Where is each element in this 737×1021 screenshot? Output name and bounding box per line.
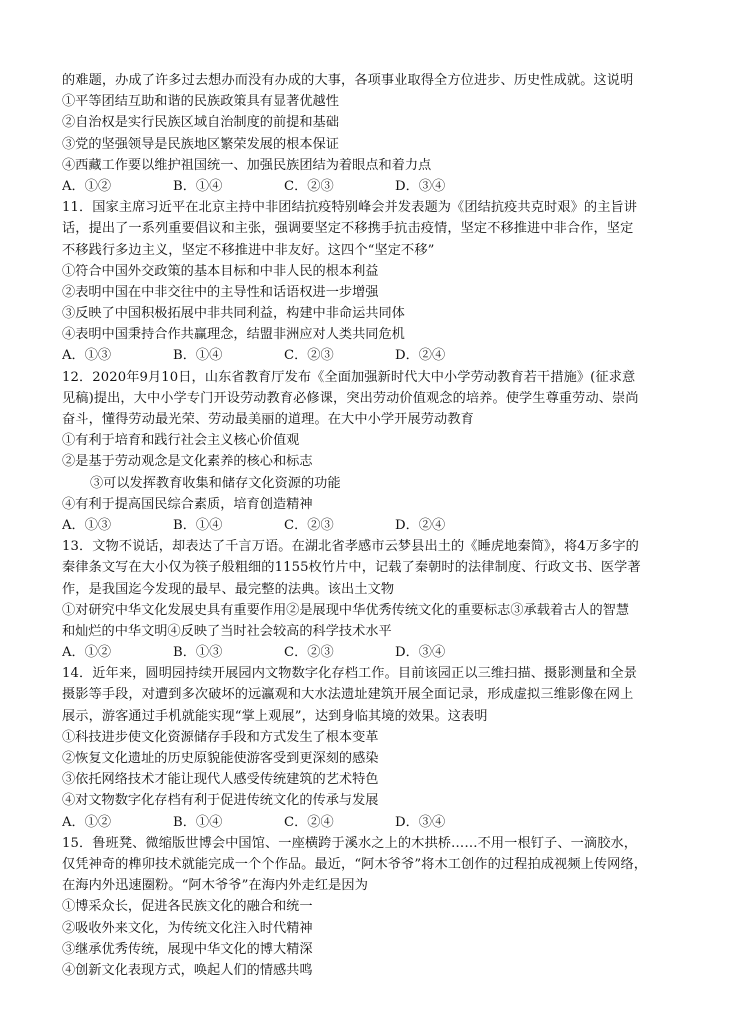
answer-options: [62, 642, 684, 663]
option-c: C．②③: [284, 645, 334, 661]
question-stem-line: 话，提出了一系列重要倡议和主张，强调要坚定不移携手抗击疫情，坚定不移推进中非合作，坚定: [62, 221, 634, 237]
answer-options: [62, 176, 684, 197]
question-stem-line: 仅凭神奇的榫卯技术就能完成一个个作品。最近，“阿木爷爷”将木工创作的过程拍成视频上传网络，: [62, 856, 648, 872]
choice-item-2: ②是基于劳动观念是文化素养的核心和标志: [62, 454, 313, 470]
option-b: B．①④: [173, 178, 223, 194]
choice-items-line: ①对研究中华文化发展史具有重要作用②是展现中华优秀传统文化的重要标志③承载着古人的智慧: [62, 602, 630, 618]
question-15: [62, 833, 684, 981]
question-10: [62, 70, 684, 197]
question-14: [62, 663, 684, 833]
question-stem-line: 摄影等手段，对遭到多次破坏的远瀛观和大水法遗址建筑开展全面记录，形成虚拟三维影像在网上: [62, 687, 634, 703]
exam-page: [62, 70, 684, 981]
question-11: [62, 197, 684, 367]
choice-item-3: ③可以发挥教育收集和储存文化资源的功能: [90, 475, 341, 491]
choice-item-2: ②自治权是实行民族区域自治制度的前提和基础: [62, 115, 339, 131]
question-stem-line: 见稿)提出，大中小学专门开设劳动教育必修课，突出劳动价值观念的培养。使学生尊重劳动、崇尚: [62, 390, 639, 406]
question-stem-line: 15．鲁班凳、微缩版世博会中国馆、一座横跨于溪水之上的木拱桥……不用一根钉子、一滴胶水，: [62, 835, 638, 851]
choice-item-1: ①科技进步使文化资源储存手段和方式发生了根本变革: [62, 729, 379, 745]
option-c: C．②③: [284, 517, 334, 533]
question-stem-line: 13．文物不说话，却表达了千言万语。在湖北省孝感市云梦县出土的《睡虎地秦简》，将4万多字的: [62, 539, 639, 555]
question-stem-line: 秦律条文写在大小仅为筷子般粗细的1155枚竹片中，记载了秦朝时的法律制度、行政文书、医学著: [62, 560, 641, 576]
option-b: B．①④: [173, 517, 223, 533]
question-stem-line: 作，是我国迄今发现的最早、最完整的法典。该出土文物: [62, 581, 395, 597]
option-d: D．③④: [395, 814, 446, 830]
choice-item-2: ②表明中国在中非交往中的主导性和话语权进一步增强: [62, 284, 379, 300]
choice-item-1: ①有利于培育和践行社会主义核心价值观: [62, 433, 300, 449]
option-c: C．②④: [284, 814, 334, 830]
question-stem-line: 不移践行多边主义，坚定不移推进中非友好。这四个“坚定不移”: [62, 242, 435, 258]
question-stem-line: 奋斗，懂得劳动最光荣、劳动最美丽的道理。在大中小学开展劳动教育: [62, 412, 474, 427]
question-stem-line: 展示，游客通过手机就能实现“掌上观展”，达到身临其境的效果。这表明: [62, 708, 488, 724]
option-b: B．①④: [173, 814, 223, 830]
choice-item-4: ④创新文化表现方式，唤起人们的情感共鸣: [62, 962, 313, 978]
option-b: B．①③: [173, 645, 223, 661]
option-d: D．③④: [395, 178, 446, 194]
answer-options: [62, 812, 684, 833]
choice-item-4: ④对文物数字化存档有利于促进传统文化的传承与发展: [62, 793, 379, 809]
choice-item-3: ③依托网络技术才能让现代人感受传统建筑的艺术特色: [62, 772, 379, 788]
option-c: C．②③: [284, 178, 334, 194]
option-a: A．①②: [62, 645, 112, 661]
question-stem-line: 14．近年来，圆明园持续开展园内文物数字化存档工作。目前该园正以三维扫描、摄影测量和全景: [62, 666, 638, 682]
option-a: A．①③: [62, 517, 112, 533]
choice-item-3: ③党的坚强领导是民族地区繁荣发展的根本保证: [62, 136, 339, 152]
choice-item-3: ③反映了中国积极拓展中非共同利益，构建中非命运共同体: [62, 306, 405, 322]
question-stem-line: 的难题，办成了许多过去想办而没有办成的大事，各项事业取得全方位进步、历史性成就。这说明: [62, 73, 634, 88]
choice-item-1: ①博采众长，促进各民族文化的融合和统一: [62, 899, 313, 915]
option-a: A．①③: [62, 348, 112, 364]
question-stem-line: 在海内外迅速圈粉。“阿木爷爷”在海内外走红是因为: [62, 878, 369, 894]
choice-item-4: ④西藏工作要以维护祖国统一、加强民族团结为着眼点和着力点: [62, 157, 432, 173]
question-stem-line: 12．2020年9月10日，山东省教育厅发布《全面加强新时代大中小学劳动教育若干措施》(征求意: [62, 369, 636, 385]
question-12: [62, 367, 684, 537]
choice-item-4: ④有利于提高国民综合素质，培育创造精神: [62, 496, 313, 512]
option-a: A．①②: [62, 178, 112, 194]
option-b: B．①④: [173, 348, 223, 364]
option-a: A．①②: [62, 814, 112, 830]
option-c: C．②③: [284, 348, 334, 364]
option-d: D．③④: [395, 645, 446, 661]
question-stem-line: 11．国家主席习近平在北京主持中非团结抗疫特别峰会并发表题为《团结抗疫共克时艰》的主旨讲: [62, 200, 638, 216]
option-d: D．②④: [395, 517, 446, 533]
choice-item-1: ①平等团结互助和谐的民族政策具有显著优越性: [62, 94, 339, 110]
choice-item-3: ③继承优秀传统，展现中华文化的博大精深: [62, 941, 313, 957]
choice-item-4: ④表明中国秉持合作共赢理念，结盟非洲应对人类共同危机: [62, 327, 405, 343]
option-d: D．②④: [395, 348, 446, 364]
answer-options: [62, 515, 684, 536]
question-13: [62, 536, 684, 663]
choice-item-1: ①符合中国外交政策的基本目标和中非人民的根本利益: [62, 263, 379, 279]
answer-options: [62, 345, 684, 366]
choice-item-2: ②吸收外来文化，为传统文化注入时代精神: [62, 920, 313, 936]
choice-item-2: ②恢复文化遗址的历史原貌能使游客受到更深刻的感染: [62, 751, 379, 766]
choice-items-line: 和灿烂的中华文明④反映了当时社会较高的科学技术水平: [62, 623, 392, 639]
